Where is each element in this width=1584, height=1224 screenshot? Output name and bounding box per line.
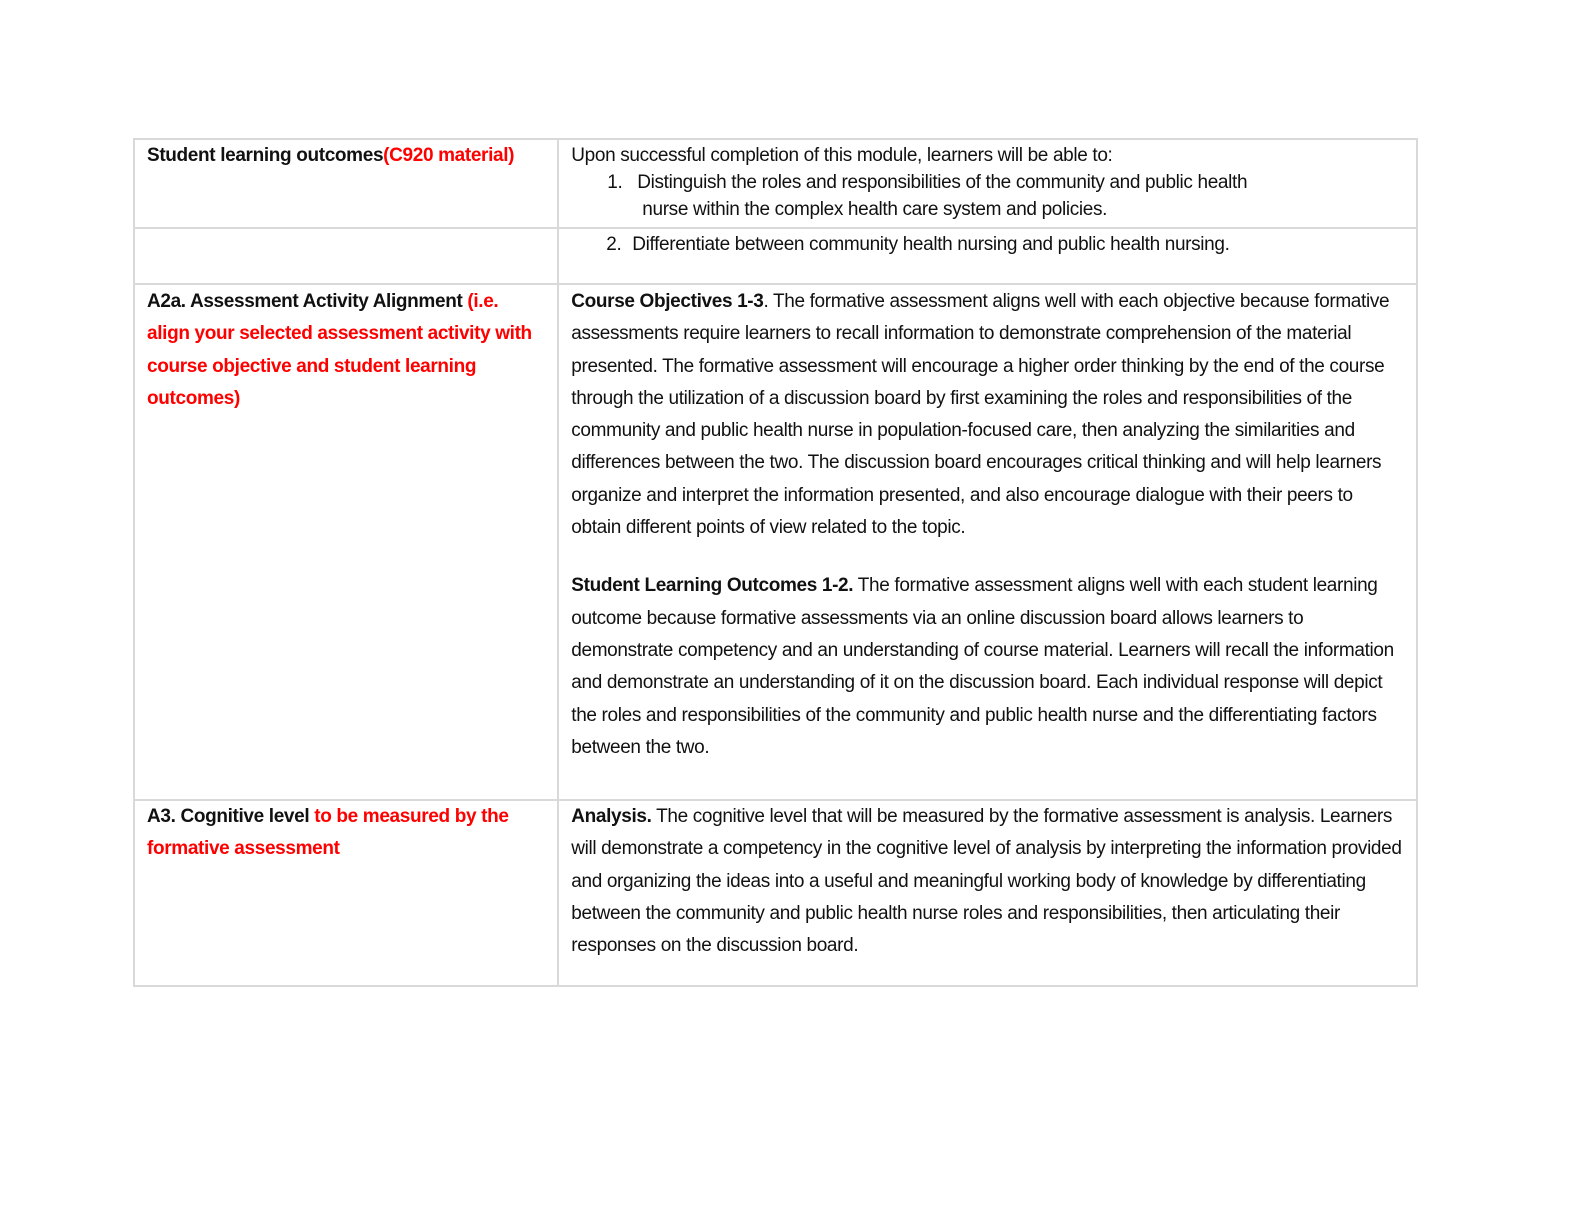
row-content-cell [558,139,1417,228]
paragraph-heading: Analysis. [571,806,652,827]
list-item [571,231,1404,258]
outcome-text: Distinguish the roles and responsibilities of the community and public health [637,172,1248,193]
paragraph [571,801,1404,962]
table-row [134,284,1417,800]
outcome-text-continued: nurse within the complex health care system and policies. [642,199,1108,220]
paragraph-text: The cognitive level that will be measured by the formative assessment is analysis. Learners will demonstrate a competency in the cognitive level of analysis by interpreting the information provided and organizing the ideas into a useful and meaningful working body of knowledge by differentiating between the community and public health nurse roles and responsibilities, then articulating their responses on the discussion board. [571,806,1402,957]
assessment-table [133,138,1418,987]
row-label: A2a. Assessment Activity Alignment [147,291,463,312]
row-content-cell [558,284,1417,800]
paragraph [571,570,1404,764]
table-row [134,139,1417,228]
outcome-list [571,231,1404,258]
table-row [134,800,1417,986]
outcome-text: Differentiate between community health nursing and public health nursing. [632,234,1230,255]
paragraph-spacer [571,544,1404,570]
paragraph [571,286,1404,544]
table-row [134,228,1417,284]
row-note: (i.e. align your selected assessment activity with course objective and student learning outcomes) [147,291,532,409]
paragraph-text: The formative assessment aligns well with each student learning outcome because formative assessments via an online discussion board allows learners to demonstrate competency and an understanding of course material. Learners will recall the information and demonstrate an understanding of it on the discussion board. Each individual response will depict the roles and responsibilities of the community and public health nurse and the differentiating factors between the two. [571,575,1394,758]
row-content-cell [558,228,1417,284]
list-number: 2. [606,234,622,255]
paragraph-heading: Student Learning Outcomes 1-2. [571,575,854,597]
outcome-list [571,169,1404,223]
outcomes-intro: Upon successful completion of this module, learners will be able to: [571,145,1113,166]
row-note: to be measured by the formative assessment [147,806,509,860]
row-label-cell [134,139,558,228]
row-content-cell [558,800,1417,986]
row-label: A3. Cognitive level [147,806,310,827]
row-label-cell [134,228,558,284]
row-label-cell [134,284,558,800]
row-label: Student learning outcomes [147,145,384,166]
row-label-cell [134,800,558,986]
row-note: (C920 material) [383,145,515,166]
list-number: 1. [607,172,623,193]
list-item [571,169,1404,223]
paragraph-heading: Course Objectives 1-3 [571,291,764,312]
paragraph-text: . The formative assessment aligns well with each objective because formative assessments require learners to recall information to demonstrate comprehension of the material presented. The formative assessment will encourage a higher order thinking by the end of the course through the utilization of a discussion board by first examining the roles and responsibilities of the community and public health nurse in population-focused care, then analyzing the similarities and differences between the two. The discussion board encourages critical thinking and will help learners organize and interpret the information presented, and also encourage dialogue with their peers to obtain different points of view related to the topic. [571,291,1390,539]
